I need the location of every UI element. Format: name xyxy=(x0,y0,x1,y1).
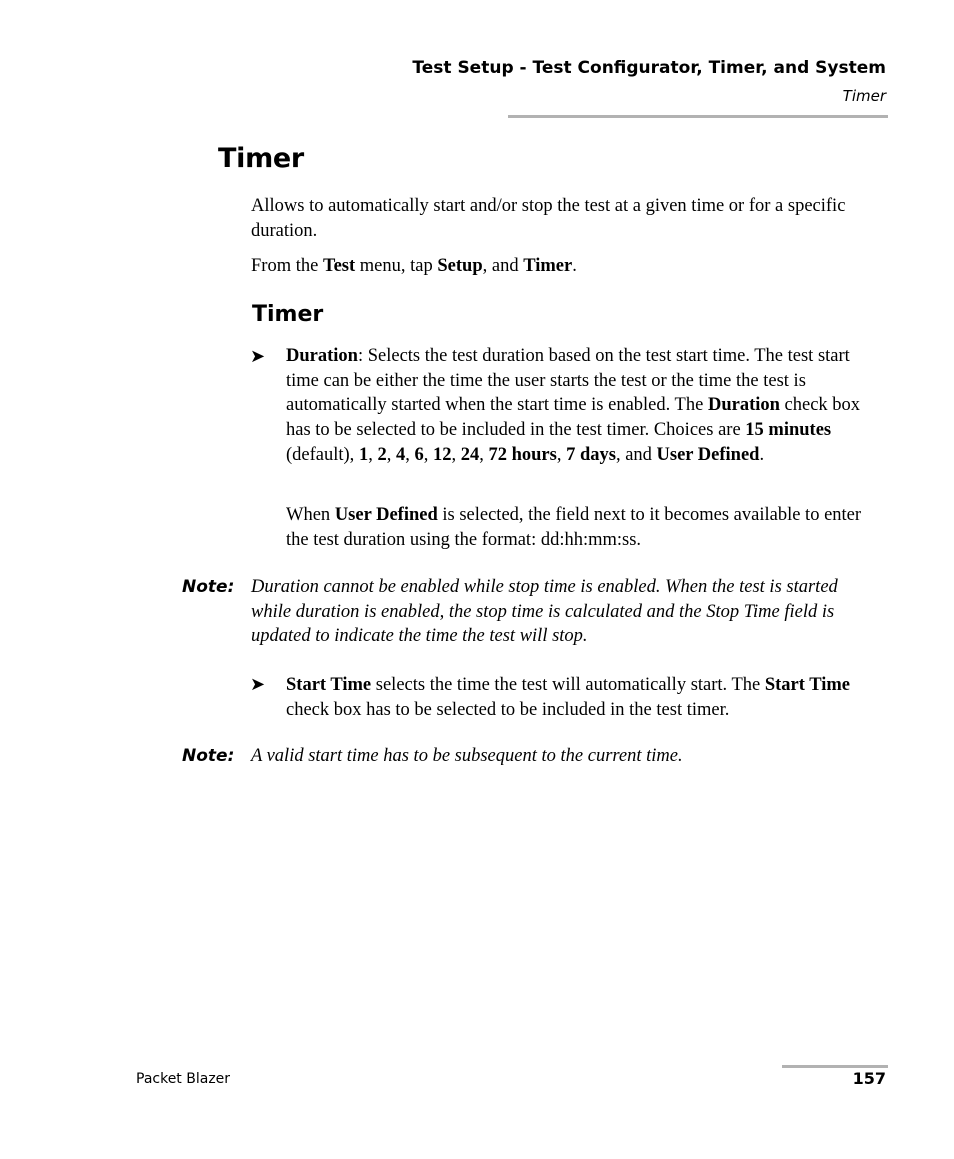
note-text: A valid start time has to be subsequent to the current time. xyxy=(251,746,683,766)
timer-label: Timer xyxy=(523,256,573,276)
subsection-title: Timer xyxy=(252,302,324,327)
header-rule xyxy=(508,115,888,118)
page-number: 157 xyxy=(852,1069,886,1088)
running-header-subtitle: Timer xyxy=(842,87,886,105)
intro-paragraph: Allows to automatically start and/or stop the test at a given time or for a specific duration. xyxy=(251,196,846,241)
setup-label: Setup xyxy=(437,256,483,276)
note-label: Note: xyxy=(182,577,235,597)
note-label: Note: xyxy=(182,746,235,766)
navigation-instruction: From the Test menu, tap Setup, and Timer. xyxy=(251,256,577,276)
note-text: Duration cannot be enabled while stop time is enabled. When the test is started while duration is enabled, the stop time is calculated and the Stop Time field is updated to indicate the time the test will stop. xyxy=(251,577,838,647)
section-title: Timer xyxy=(218,143,304,174)
running-header-title: Test Setup - Test Configurator, Timer, and System xyxy=(412,58,886,78)
duration-description: Duration: Selects the test duration based on the test start time. The test start time can be either the time the user starts the test or the time the test is automatically started when the start time is enabled. The Duration check box has to be selected to be included in the test timer. Choices are 15 minutes (default), 1, 2, 4, 6, 12, 24, 72 hours, 7 days, and User Defined. xyxy=(286,346,861,465)
bullet-arrow-icon: ➤ xyxy=(250,674,266,694)
start-time-description: Start Time selects the time the test will automatically start. The Start Time check box has to be selected to be included in the test timer. xyxy=(286,675,850,720)
footer-product-name: Packet Blazer xyxy=(136,1071,231,1087)
user-defined-description: When User Defined is selected, the field next to it becomes available to enter the test duration using the format: dd:hh:mm:ss. xyxy=(286,505,862,550)
test-menu-label: Test xyxy=(322,256,356,276)
bullet-arrow-icon: ➤ xyxy=(250,346,266,366)
footer-rule xyxy=(782,1065,888,1068)
